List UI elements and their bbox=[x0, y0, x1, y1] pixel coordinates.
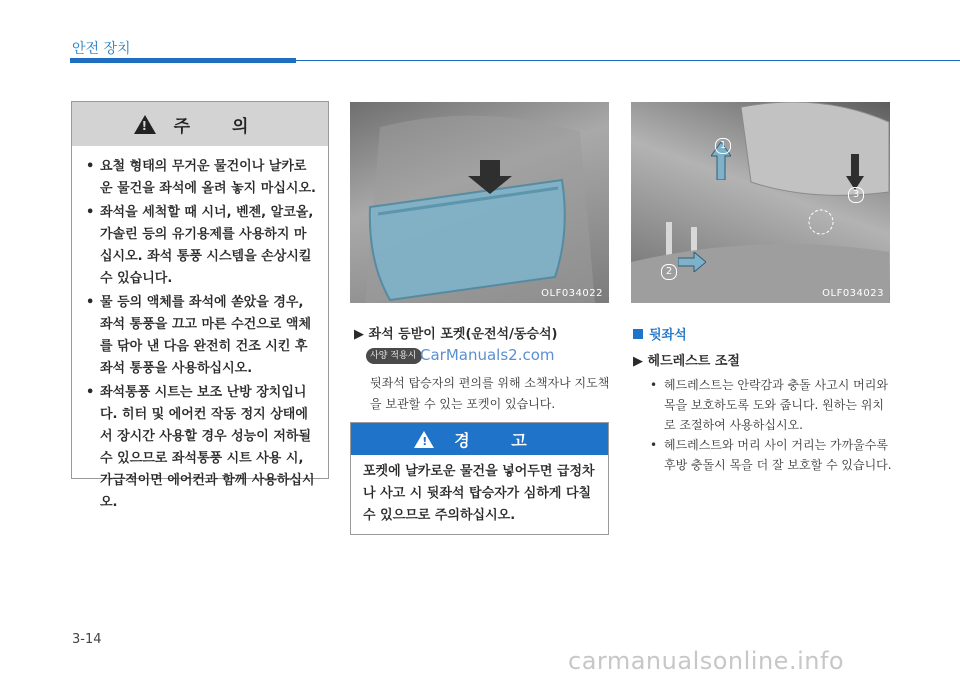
caution-item: • 좌석을 세척할 때 시너, 벤젠, 알코올, 가솔린 등의 유기용제를 사용하지 마십시오. 좌석 통풍 시스템을 손상시킬 수 있습니다. bbox=[86, 202, 318, 290]
header-rule-thick bbox=[70, 58, 296, 63]
seatback-pocket-heading: ▶ 좌석 등받이 포켓(운전석/동승석) bbox=[354, 327, 558, 342]
warning-header bbox=[351, 423, 608, 455]
headrest-list bbox=[650, 375, 895, 475]
watermark-bottom: carmanualsonline.info bbox=[568, 647, 845, 675]
callout-2: 2 bbox=[661, 264, 677, 280]
callout-3: 3 bbox=[848, 187, 864, 203]
headrest-photo bbox=[631, 102, 890, 303]
seatback-pocket-illustration bbox=[350, 102, 609, 303]
arrow-down-icon bbox=[846, 154, 864, 190]
section-title: 안전 장치 bbox=[72, 41, 131, 57]
caution-item: • 물 등의 액체를 좌석에 쏟았을 경우, 좌석 통풍을 끄고 마른 수건으로 액체를 닦아 낸 다음 완전히 건조 시킨 후 좌석 통풍을 사용하십시오. bbox=[86, 292, 318, 380]
seatback-pocket-photo bbox=[350, 102, 609, 303]
caution-header bbox=[72, 102, 328, 146]
option-badge: 사양 적용시 bbox=[366, 348, 422, 364]
rear-seat-heading bbox=[633, 324, 687, 343]
square-bullet-icon bbox=[633, 329, 643, 339]
warning-triangle-icon bbox=[414, 431, 434, 448]
caution-title: 주 의 bbox=[173, 116, 267, 137]
callout-1: 1 bbox=[715, 138, 731, 154]
rear-seat-heading-text: 뒷좌석 bbox=[649, 328, 687, 343]
arrow-right-icon bbox=[678, 252, 706, 272]
headrest-heading: ▶ 헤드레스트 조절 bbox=[633, 354, 740, 369]
headrest-item: • 헤드레스트와 머리 사이 거리는 가까울수록 후방 충돌시 목을 더 잘 보호할 수 있습니다. bbox=[650, 435, 895, 475]
watermark-top: CarManuals2.com bbox=[420, 346, 555, 364]
headrest-item: • 헤드레스트는 안락감과 충돌 사고시 머리와 목을 보호하도록 도와 줍니다. 원하는 위치로 조절하여 사용하십시오. bbox=[650, 375, 895, 435]
warning-triangle-icon bbox=[134, 115, 156, 134]
warning-title: 경 고 bbox=[454, 430, 545, 450]
figure-code: OLF034022 bbox=[541, 288, 603, 299]
seatback-pocket-body: 뒷좌석 탑승자의 편의를 위해 소책자나 지도책을 보관할 수 있는 포켓이 있습니다. bbox=[370, 376, 610, 411]
caution-list bbox=[72, 156, 328, 514]
caution-item: • 요철 형태의 무거운 물건이나 날카로운 물건을 좌석에 올려 놓지 마십시오. bbox=[86, 156, 318, 200]
figure-code: OLF034023 bbox=[822, 288, 884, 299]
header-rule-thin bbox=[296, 60, 960, 61]
caution-box bbox=[71, 101, 329, 510]
warning-body: 포켓에 날카로운 물건을 넣어두면 급정차나 사고 시 뒷좌석 탑승자가 심하게 다칠 수 있으므로 주의하십시오. bbox=[363, 464, 595, 523]
warning-box bbox=[350, 422, 609, 535]
caution-item: • 좌석통풍 시트는 보조 난방 장치입니다. 히터 및 에어컨 작동 정지 상태에서 장시간 사용할 경우 성능이 저하될 수 있으므로 좌석통풍 시트 사용 시, 가급적이면 에어컨과 함께 사용하십시오. bbox=[86, 382, 318, 514]
page-number: 3-14 bbox=[72, 632, 102, 647]
